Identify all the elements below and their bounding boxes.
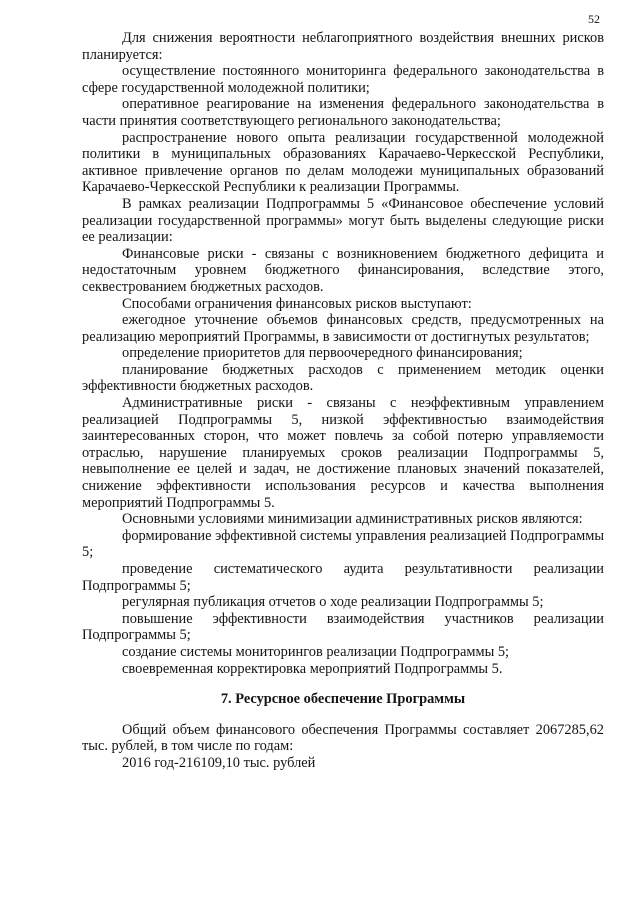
paragraph: повышение эффективности взаимодействия участников реализации Подпрограммы 5; bbox=[82, 610, 604, 644]
paragraph: своевременная корректировка мероприятий Подпрограммы 5. bbox=[122, 660, 503, 677]
document-body bbox=[82, 30, 604, 772]
paragraph: регулярная публикация отчетов о ходе реализации Подпрограммы 5; bbox=[122, 594, 544, 611]
paragraph: оперативное реагирование на изменения федерального законодательства в части принятия соответствующего регионального законодательства; bbox=[82, 96, 604, 129]
paragraph: Основными условиями минимизации административных рисков являются: bbox=[122, 511, 583, 528]
paragraph: 2016 год-216109,10 тыс. рублей bbox=[122, 754, 316, 771]
paragraph: формирование эффективной системы управления реализацией Подпрограммы 5; bbox=[82, 527, 604, 561]
paragraph: проведение систематического аудита результативности реализации Подпрограммы 5; bbox=[82, 561, 604, 594]
paragraph: Административные риски - связаны с неэффективным управлением реализацией Подпрограммы 5, низкой эффективностью взаимодействия заинтересованных сторон, что может повлечь за собой потерю управляемости отраслью, нарушение планируемых сроков реализации Подпрограммы 5, невыполнение ее целей и задач, не достижение плановых значений показателей, снижение эффективности использования ресурсов и качества выполнения мероприятий Подпрограммы 5. bbox=[82, 395, 604, 511]
paragraph: Способами ограничения финансовых рисков выступают: bbox=[122, 295, 472, 312]
paragraph: определение приоритетов для первоочередного финансирования; bbox=[122, 345, 523, 362]
paragraph: создание системы мониторингов реализации Подпрограммы 5; bbox=[122, 643, 510, 660]
paragraph: Финансовые риски - связаны с возникновением бюджетного дефицита и недостаточным уровнем бюджетного финансирования, вследствие этого, секвестрованием бюджетных расходов. bbox=[82, 245, 604, 295]
page-number: 52 bbox=[588, 12, 600, 26]
paragraph: планирование бюджетных расходов с применением методик оценки эффективности бюджетных расходов. bbox=[82, 361, 604, 395]
paragraph: осуществление постоянного мониторинга федерального законодательства в сфере государственной молодежной политики; bbox=[82, 63, 604, 96]
paragraph: Общий объем финансового обеспечения Программы составляет 2067285,62 тыс. рублей, в том числе по годам: bbox=[82, 721, 604, 755]
paragraph: Для снижения вероятности неблагоприятного воздействия внешних рисков планируется: bbox=[82, 30, 604, 63]
paragraph: распространение нового опыта реализации государственной молодежной политики в муниципальных образованиях Карачаево-Черкесской Республики, активное привлечение органов по делам молодежи муниципальных образований Карачаево-Черкесской Республики к реализации Программы. bbox=[82, 129, 604, 196]
section-heading: 7. Ресурсное обеспечение Программы bbox=[220, 691, 466, 708]
paragraph: В рамках реализации Подпрограммы 5 «Финансовое обеспечение условий реализации государственной программы» могут быть выделены следующие риски ее реализации: bbox=[82, 195, 604, 246]
paragraph: ежегодное уточнение объемов финансовых средств, предусмотренных на реализацию мероприятий Программы, в зависимости от достигнутых результатов; bbox=[82, 312, 604, 345]
